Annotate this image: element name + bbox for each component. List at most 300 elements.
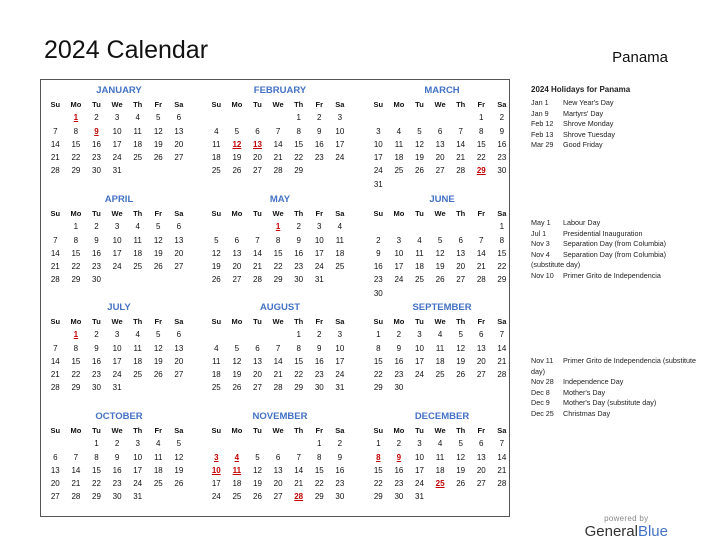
day-cell: 11 [394, 139, 404, 149]
month-name: OCTOBER [95, 411, 143, 422]
day-cell: 18 [153, 465, 163, 475]
weekday-label: Su [50, 317, 61, 326]
day-cell: 5 [417, 126, 422, 136]
day-cell [389, 178, 410, 191]
day-cell: 2 [396, 330, 402, 340]
weekday-label: Fr [477, 209, 486, 218]
day-cell: 28 [497, 370, 507, 380]
day-cell: 1 [296, 330, 301, 340]
day-cell: 23 [92, 370, 101, 380]
weekday-label: We [272, 100, 284, 109]
month-name: MAY [269, 194, 291, 205]
weekday-label: Sa [174, 100, 184, 109]
day-cell: 15 [294, 139, 304, 149]
day-cell: 1 [296, 113, 301, 123]
day-cell: 14 [50, 139, 60, 149]
weekday-label: Sa [335, 209, 345, 218]
day-cell [368, 220, 389, 233]
holiday-name: New Year's Day [563, 98, 614, 107]
day-cell: 31 [314, 275, 324, 285]
day-cell: 21 [456, 153, 466, 163]
holiday-date: Nov 3 [531, 239, 550, 248]
day-cell: 11 [335, 235, 345, 245]
day-cell [450, 178, 471, 191]
day-cell: 12 [415, 139, 424, 149]
day-cell: 10 [415, 343, 424, 353]
day-cell: 22 [373, 479, 383, 489]
holiday-name: Martyrs' Day [563, 108, 604, 118]
day-cell: 24 [335, 153, 345, 163]
day-cell: 4 [337, 222, 343, 232]
day-cell: 14 [294, 465, 304, 475]
day-cell: 9 [296, 235, 301, 245]
day-cell [247, 437, 268, 450]
week-row [206, 342, 354, 355]
day-cell: 27 [273, 492, 283, 502]
weekday-label: Fr [477, 317, 486, 326]
day-cell: 18 [394, 153, 404, 163]
day-cell: 28 [50, 383, 60, 393]
day-cell: 19 [435, 262, 445, 272]
month-name: AUGUST [259, 302, 301, 313]
weekday-label: Mo [70, 426, 82, 435]
week-row [45, 260, 193, 273]
day-cell: 4 [437, 330, 443, 340]
week-row [206, 464, 354, 477]
weekday-label: We [434, 426, 446, 435]
day-cell: 1 [73, 222, 79, 232]
day-cell: 6 [176, 222, 182, 232]
day-cell: 5 [156, 222, 161, 232]
weekday-label: Tu [92, 426, 101, 435]
day-cell: 15 [373, 356, 383, 366]
day-cell [471, 381, 492, 394]
day-cell: 20 [174, 139, 184, 149]
week-row [206, 138, 354, 151]
day-cell: 6 [53, 452, 58, 462]
holiday-date: Dec 25 [531, 408, 554, 418]
day-cell: 23 [92, 153, 101, 163]
day-cell: 2 [94, 113, 99, 123]
holiday-item [531, 109, 701, 120]
day-cell: 21 [71, 479, 81, 489]
weekday-label: Su [373, 100, 384, 109]
day-cell: 25 [211, 166, 221, 176]
day-cell: 9 [499, 126, 505, 136]
day-cell: 30 [394, 492, 404, 502]
day-cell: 20 [435, 153, 445, 163]
day-cell: 20 [476, 465, 486, 475]
month-june [368, 193, 516, 300]
day-cell: 27 [174, 262, 184, 272]
day-cell [268, 328, 289, 341]
day-cell: 21 [476, 262, 486, 272]
holiday-item [531, 239, 701, 250]
week-row [206, 355, 354, 368]
day-cell: 21 [50, 370, 60, 380]
day-cell [288, 437, 309, 450]
day-cell: 3 [417, 439, 422, 449]
day-cell [206, 328, 227, 341]
holiday-name: Good Friday [563, 140, 603, 149]
day-cell [409, 381, 430, 394]
day-cell [247, 220, 268, 233]
footer-brand[interactable] [585, 514, 668, 540]
weekday-label: Mo [70, 100, 82, 109]
weekday-label: Su [50, 209, 61, 218]
day-cell: 30 [92, 275, 101, 285]
weekday-label: Th [133, 426, 143, 435]
month-name: JULY [107, 302, 131, 313]
holiday-name: Labour Day [563, 218, 601, 227]
week-row [45, 247, 193, 260]
day-cell: 10 [373, 139, 383, 149]
day-cell: 19 [415, 153, 424, 163]
day-cell: 2 [499, 113, 505, 123]
day-cell: 24 [112, 370, 122, 380]
day-cell: 6 [255, 343, 260, 353]
day-cell: 13 [174, 235, 184, 245]
holiday-date: Jan 1 [531, 98, 549, 107]
week-row [206, 220, 354, 233]
holiday-item [531, 119, 701, 130]
day-cell: 21 [253, 262, 262, 272]
day-cell: 17 [133, 465, 143, 475]
day-cell: 22 [71, 153, 81, 163]
day-cell: 24 [133, 479, 143, 489]
day-cell: 2 [296, 222, 301, 232]
weekday-label: Th [456, 426, 466, 435]
holiday-day: 13 [253, 139, 262, 149]
day-cell: 14 [273, 139, 283, 149]
day-cell [450, 111, 471, 124]
holiday-name: Primer Grito de Independencia [563, 270, 661, 280]
day-cell: 19 [456, 356, 466, 366]
day-cell: 8 [73, 343, 79, 353]
holiday-list-3 [531, 356, 701, 419]
week-row [368, 220, 516, 233]
day-cell: 1 [94, 439, 99, 449]
holiday-item [531, 250, 701, 271]
day-cell: 5 [234, 126, 240, 136]
day-cell: 29 [294, 383, 304, 393]
day-cell: 7 [275, 126, 281, 136]
day-cell: 29 [71, 383, 81, 393]
day-cell: 7 [296, 452, 301, 462]
weekday-label: Sa [174, 426, 184, 435]
day-cell: 12 [253, 465, 262, 475]
day-cell: 1 [479, 113, 484, 123]
day-cell: 6 [176, 330, 182, 340]
day-cell: 12 [232, 356, 242, 366]
day-cell: 13 [174, 343, 184, 353]
week-row [206, 247, 354, 260]
day-cell: 13 [435, 139, 445, 149]
day-cell [492, 381, 513, 394]
week-row [45, 464, 193, 477]
day-cell: 22 [294, 153, 304, 163]
day-cell [169, 273, 190, 286]
week-row [368, 328, 516, 341]
day-cell: 22 [373, 370, 383, 380]
week-row [45, 273, 193, 286]
weekday-label: Tu [253, 426, 262, 435]
holiday-date: Jan 9 [531, 108, 549, 118]
holiday-day: 3 [214, 452, 219, 462]
day-cell: 2 [317, 330, 322, 340]
day-cell: 7 [499, 330, 505, 340]
holiday-day: 10 [211, 465, 221, 475]
day-cell: 27 [435, 166, 445, 176]
weekday-label: We [111, 209, 123, 218]
day-cell: 5 [156, 113, 161, 123]
holiday-item [531, 140, 701, 151]
month-name: NOVEMBER [252, 411, 308, 422]
week-row [45, 111, 193, 124]
day-cell: 3 [337, 330, 343, 340]
day-cell: 14 [50, 248, 60, 258]
day-cell: 10 [112, 126, 122, 136]
holiday-date: Nov 11 [531, 356, 554, 365]
weekday-label: Su [211, 317, 222, 326]
week-row [45, 342, 193, 355]
day-cell: 15 [294, 356, 304, 366]
day-cell: 26 [153, 153, 163, 163]
day-cell [247, 111, 268, 124]
day-cell: 10 [314, 235, 324, 245]
week-row [368, 464, 516, 477]
weekday-label: Th [133, 209, 143, 218]
day-cell: 12 [456, 343, 466, 353]
month-march [368, 84, 516, 191]
day-cell: 17 [335, 139, 345, 149]
day-cell: 15 [273, 248, 283, 258]
month-name: JUNE [429, 194, 455, 205]
day-cell [148, 381, 169, 394]
month-april [45, 193, 193, 287]
weekday-label: Mo [231, 317, 243, 326]
day-cell: 15 [497, 248, 507, 258]
day-cell: 25 [232, 492, 242, 502]
day-cell: 30 [394, 383, 404, 393]
week-row [368, 381, 516, 394]
weekday-label: Su [211, 100, 222, 109]
day-cell: 20 [476, 356, 486, 366]
day-cell: 23 [294, 262, 304, 272]
day-cell: 20 [50, 479, 60, 489]
week-row [368, 111, 516, 124]
day-cell [430, 178, 451, 191]
day-cell: 28 [273, 383, 283, 393]
day-cell: 9 [337, 452, 343, 462]
day-cell: 13 [476, 452, 486, 462]
holiday-item [531, 130, 701, 141]
holiday-day: 1 [73, 113, 79, 123]
day-cell: 17 [112, 248, 122, 258]
holidays-header: 2024 Holidays for Panama [531, 85, 631, 94]
day-cell: 12 [153, 235, 163, 245]
week-row [206, 368, 354, 381]
weekday-label: Tu [253, 317, 262, 326]
day-cell [389, 220, 410, 233]
day-cell [45, 220, 66, 233]
day-cell: 30 [373, 288, 383, 298]
week-row [206, 451, 354, 464]
day-cell: 1 [317, 439, 322, 449]
weekday-label: Mo [393, 426, 405, 435]
day-cell: 16 [92, 248, 101, 258]
weekday-label: Fr [315, 100, 324, 109]
day-cell: 11 [133, 126, 142, 136]
day-cell: 3 [135, 439, 140, 449]
weekday-label: Sa [497, 317, 507, 326]
weekday-header [206, 315, 354, 328]
day-cell: 25 [335, 262, 345, 272]
holiday-name: Mother's Day (substitute day) [563, 398, 657, 407]
holiday-name: Mother's Day [563, 387, 606, 397]
week-row [368, 151, 516, 164]
day-cell: 4 [396, 126, 402, 136]
day-cell: 9 [114, 452, 120, 462]
day-cell: 29 [497, 275, 507, 285]
month-july [45, 301, 193, 395]
month-may [206, 193, 354, 287]
day-cell: 7 [53, 343, 58, 353]
weekday-header [368, 98, 516, 111]
day-cell: 16 [335, 465, 345, 475]
day-cell: 23 [497, 153, 507, 163]
day-cell: 5 [156, 330, 161, 340]
day-cell [148, 490, 169, 503]
day-cell: 26 [435, 275, 445, 285]
weekday-label: Tu [415, 209, 424, 218]
month-name: JANUARY [96, 85, 142, 96]
weekday-label: Th [456, 100, 466, 109]
day-cell [492, 490, 513, 503]
day-cell: 2 [317, 113, 322, 123]
day-cell: 9 [94, 235, 99, 245]
day-cell: 23 [92, 262, 101, 272]
day-cell: 7 [479, 235, 484, 245]
day-cell: 25 [133, 153, 143, 163]
day-cell: 7 [255, 235, 260, 245]
day-cell [450, 220, 471, 233]
day-cell: 22 [71, 370, 81, 380]
day-cell: 26 [232, 166, 242, 176]
day-cell [107, 273, 128, 286]
day-cell: 30 [92, 383, 101, 393]
day-cell [330, 164, 351, 177]
weekday-label: Mo [231, 426, 243, 435]
day-cell: 11 [435, 343, 445, 353]
day-cell: 16 [314, 356, 324, 366]
day-cell: 19 [174, 465, 184, 475]
day-cell [430, 111, 451, 124]
day-cell: 8 [296, 126, 301, 136]
day-cell: 24 [211, 492, 221, 502]
holiday-name: Separation Day (from Columbia) [563, 239, 667, 248]
day-cell: 10 [112, 343, 122, 353]
weekday-header [45, 98, 193, 111]
day-cell: 9 [94, 343, 99, 353]
week-row [368, 490, 516, 503]
weekday-label: Su [373, 426, 384, 435]
day-cell: 7 [53, 235, 58, 245]
day-cell: 29 [273, 275, 283, 285]
day-cell [309, 164, 330, 177]
day-cell: 18 [415, 262, 424, 272]
week-row [45, 477, 193, 490]
day-cell [268, 111, 289, 124]
day-cell: 19 [456, 465, 466, 475]
day-cell: 14 [50, 356, 60, 366]
day-cell: 13 [174, 126, 184, 136]
day-cell: 26 [456, 370, 466, 380]
day-cell [430, 490, 451, 503]
day-cell: 30 [92, 166, 101, 176]
day-cell: 16 [373, 262, 383, 272]
day-cell: 6 [458, 235, 463, 245]
holiday-item [531, 98, 701, 109]
day-cell: 16 [394, 465, 404, 475]
weekday-label: Tu [253, 209, 262, 218]
powered-by-label: powered by [604, 514, 649, 523]
month-october [45, 410, 193, 504]
day-cell: 24 [373, 166, 383, 176]
day-cell: 12 [456, 452, 466, 462]
day-cell: 16 [112, 465, 122, 475]
day-cell [450, 381, 471, 394]
week-row [45, 138, 193, 151]
day-cell: 14 [253, 248, 262, 258]
day-cell: 6 [234, 235, 240, 245]
day-cell: 22 [314, 479, 324, 489]
day-cell: 15 [92, 465, 101, 475]
weekday-label: Sa [174, 209, 184, 218]
weekday-label: Mo [393, 317, 405, 326]
day-cell: 6 [176, 113, 182, 123]
day-cell: 2 [337, 439, 343, 449]
week-row [368, 178, 516, 191]
day-cell: 28 [50, 166, 60, 176]
weekday-label: Mo [70, 209, 82, 218]
holiday-name: Shrove Monday [563, 119, 614, 128]
week-row [368, 368, 516, 381]
weekday-label: Su [373, 209, 384, 218]
holiday-name: Primer Grito de Independencia (substitute day) [531, 356, 697, 376]
day-cell: 28 [71, 492, 81, 502]
day-cell: 18 [435, 356, 445, 366]
day-cell: 8 [317, 452, 322, 462]
day-cell: 25 [394, 166, 404, 176]
week-row [206, 477, 354, 490]
holiday-day: 8 [376, 452, 381, 462]
day-cell: 8 [94, 452, 99, 462]
day-cell: 5 [255, 452, 260, 462]
week-row [206, 164, 354, 177]
week-row [206, 234, 354, 247]
day-cell: 13 [253, 356, 262, 366]
day-cell: 27 [50, 492, 60, 502]
day-cell: 19 [153, 139, 163, 149]
holiday-date: Nov 4 [531, 249, 550, 259]
day-cell: 15 [314, 465, 324, 475]
month-february [206, 84, 354, 178]
day-cell: 22 [92, 479, 101, 489]
day-cell [227, 328, 248, 341]
weekday-label: Th [133, 317, 143, 326]
holiday-day: 9 [94, 126, 99, 136]
